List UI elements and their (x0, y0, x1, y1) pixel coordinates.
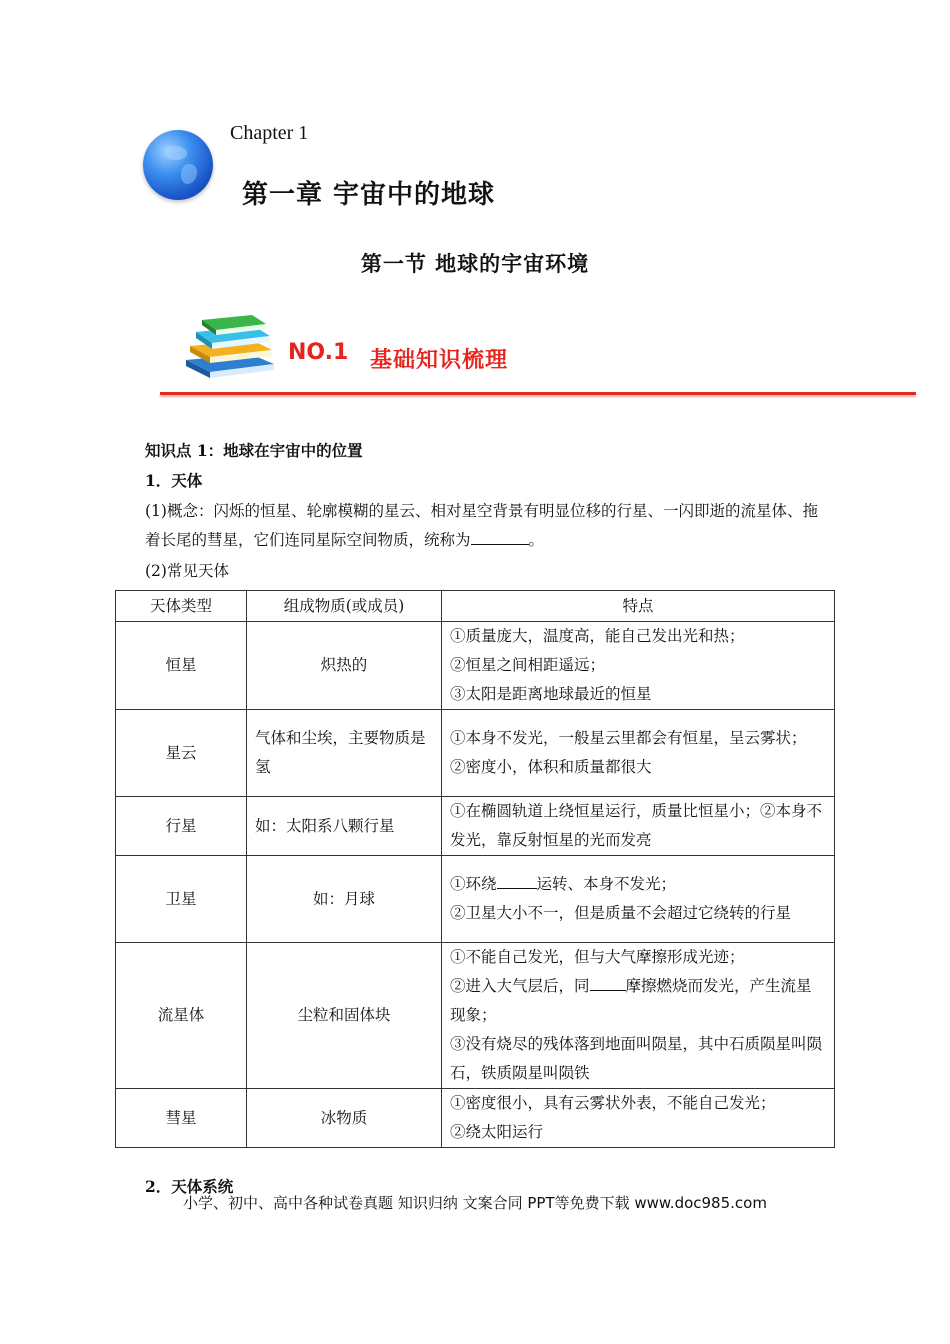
answer-blank[interactable] (590, 976, 626, 991)
books-icon (182, 312, 278, 378)
answer-blank[interactable] (471, 530, 529, 545)
body-features: ①不能自己发光，但与大气摩擦形成光迹； ②进入大气层后，同 摩擦燃烧而发光，产生流星现象； ③没有烧尽的残体落到地面叫陨星，其中石质陨星叫陨石，铁质陨星叫陨铁 (442, 943, 835, 1089)
divider (160, 392, 916, 395)
table-row (116, 943, 835, 1089)
table-row (116, 1089, 835, 1148)
chapter-title: 第一章 宇宙中的地球 (242, 180, 496, 210)
table-row (116, 622, 835, 710)
banner-number: NO.1 (288, 340, 349, 365)
table-row (116, 710, 835, 797)
body-composition: 尘粒和固体块 (247, 943, 442, 1089)
body-features: ①质量庞大，温度高，能自己发出光和热； ②恒星之间相距遥远； ③太阳是距离地球最近的恒星 (442, 622, 835, 710)
body-type: 卫星 (116, 856, 247, 943)
body-composition: 炽热的 (247, 622, 442, 710)
heading-celestial-systems: 2．天体系统 (145, 1177, 234, 1196)
column-header: 特点 (442, 591, 835, 622)
chapter-label: Chapter 1 (230, 122, 309, 144)
body-features: ①本身不发光，一般星云里都会有恒星，呈云雾状； ②密度小，体积和质量都很大 (442, 710, 835, 797)
body-composition: 冰物质 (247, 1089, 442, 1148)
globe-icon (143, 130, 213, 200)
table-row (116, 797, 835, 856)
body-features: ①密度很小，具有云雾状外表，不能自己发光； ②绕太阳运行 (442, 1089, 835, 1148)
table-row (116, 856, 835, 943)
column-header: 组成物质(或成员) (247, 591, 442, 622)
footer-text: 小学、初中、高中各种试卷真题 知识归纳 文案合同 PPT等免费下载 www.doc985.com (183, 1194, 767, 1212)
table-header-row (116, 591, 835, 622)
body-composition: 如：月球 (247, 856, 442, 943)
body-composition: 气体和尘埃，主要物质是氢 (247, 710, 442, 797)
celestial-bodies-table (115, 590, 835, 1148)
body-composition: 如：太阳系八颗行星 (247, 797, 442, 856)
column-header: 天体类型 (116, 591, 247, 622)
heading-celestial-bodies: 1．天体 (145, 471, 203, 490)
concept-paragraph: (1)概念：闪烁的恒星、轮廓模糊的星云、相对星空背景有明显位移的行星、一闪即逝的流星体、拖着长尾的彗星，它们连同星际空间物质，统称为 。 (145, 502, 818, 549)
section-title: 第一节 地球的宇宙环境 (360, 252, 590, 276)
banner-title: 基础知识梳理 (370, 347, 509, 373)
knowledge-point: 知识点 1：地球在宇宙中的位置 (145, 441, 363, 460)
answer-blank[interactable] (497, 874, 537, 889)
body-type: 行星 (116, 797, 247, 856)
body-features: ①环绕 运转、本身不发光； ②卫星大小不一，但是质量不会超过它绕转的行星 (442, 856, 835, 943)
body-type: 星云 (116, 710, 247, 797)
body-features: ①在椭圆轨道上绕恒星运行，质量比恒星小；②本身不发光，靠反射恒星的光而发亮 (442, 797, 835, 856)
body-type: 流星体 (116, 943, 247, 1089)
common-bodies-label: (2)常见天体 (145, 562, 229, 580)
body-type: 恒星 (116, 622, 247, 710)
body-type: 彗星 (116, 1089, 247, 1148)
